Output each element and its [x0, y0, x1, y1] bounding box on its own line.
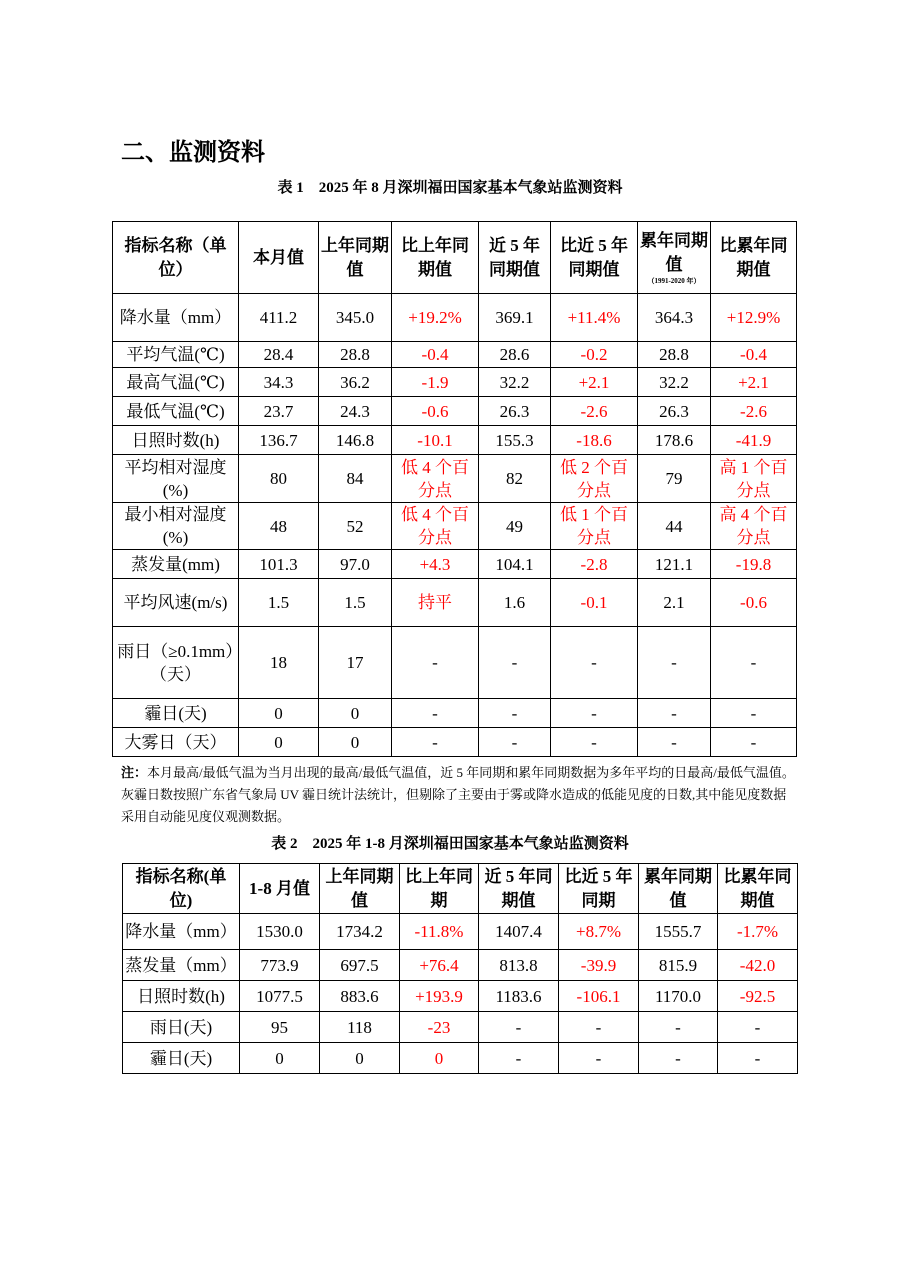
table-cell: 97.0	[319, 550, 392, 579]
table-cell: 1.5	[319, 579, 392, 627]
table2	[122, 863, 798, 1074]
table2-header: 上年同期值	[320, 864, 400, 914]
row-label: 霾日(天)	[113, 699, 239, 728]
row-label: 平均风速(m/s)	[113, 579, 239, 627]
table-cell: 0	[240, 1043, 320, 1074]
table-cell: 697.5	[320, 950, 400, 981]
table-cell: -	[392, 728, 479, 757]
row-label: 降水量（mm）	[113, 294, 239, 342]
table-cell: -	[711, 699, 797, 728]
table-cell: 815.9	[639, 950, 718, 981]
table2-header: 比近 5 年同期	[559, 864, 639, 914]
table-cell: -	[479, 1012, 559, 1043]
table-cell: -0.6	[392, 397, 479, 426]
table2-header: 指标名称(单位)	[123, 864, 240, 914]
table-cell: -2.6	[711, 397, 797, 426]
table-cell: 32.2	[638, 368, 711, 397]
table-cell: -	[479, 627, 551, 699]
table-cell: -	[479, 728, 551, 757]
row-label: 平均相对湿度(%)	[113, 455, 239, 503]
table-row	[113, 503, 797, 550]
table-cell: 28.4	[239, 342, 319, 368]
table2-header-row	[123, 864, 798, 914]
table-cell: 118	[320, 1012, 400, 1043]
table-cell: -0.6	[711, 579, 797, 627]
table1-header: 比近 5 年同期值	[551, 222, 638, 294]
note-text: 本月最高/最低气温为当月出现的最高/最低气温值，近 5 年同期和累年同期数据为多年平均的日最高/最低气温值。灰霾日数按照广东省气象局 UV 霾日统计法统计，但剔除了主要由于雾或降水造成的低能见度的日数,其中能见度数据采用自动能见度仪观测数据。	[121, 765, 795, 824]
table1-caption: 表 1 2025 年 8 月深圳福田国家基本气象站监测资料	[277, 180, 623, 196]
table-cell: 155.3	[479, 426, 551, 455]
table-cell: -	[711, 728, 797, 757]
table-cell: 0	[239, 728, 319, 757]
table-cell: -	[638, 699, 711, 728]
table-cell: 80	[239, 455, 319, 503]
table-row	[113, 397, 797, 426]
table-cell: -92.5	[718, 981, 798, 1012]
table-cell: +8.7%	[559, 914, 639, 950]
table-cell: -	[551, 728, 638, 757]
table-cell: +4.3	[392, 550, 479, 579]
table-cell: 持平	[392, 579, 479, 627]
row-label: 最低气温(℃)	[113, 397, 239, 426]
table-row	[123, 1012, 798, 1043]
table-note	[121, 762, 797, 828]
table-cell: 低 2 个百分点	[551, 455, 638, 503]
table-cell: 18	[239, 627, 319, 699]
table-row	[113, 579, 797, 627]
table-cell: 26.3	[638, 397, 711, 426]
section-title: 二、监测资料	[121, 138, 265, 166]
table-cell: -	[639, 1012, 718, 1043]
table-cell: 17	[319, 627, 392, 699]
table-row	[123, 914, 798, 950]
table-cell: -	[718, 1043, 798, 1074]
row-label: 最小相对湿度(%)	[113, 503, 239, 550]
table2-header: 比上年同期	[400, 864, 479, 914]
table-cell: 773.9	[240, 950, 320, 981]
table-cell: 0	[400, 1043, 479, 1074]
table-cell: 低 4 个百分点	[392, 455, 479, 503]
table-cell: 883.6	[320, 981, 400, 1012]
table-cell: 101.3	[239, 550, 319, 579]
table-cell: +76.4	[400, 950, 479, 981]
table-cell: -42.0	[718, 950, 798, 981]
table-cell: 低 4 个百分点	[392, 503, 479, 550]
table1	[112, 221, 797, 757]
table-cell: -	[559, 1043, 639, 1074]
table-cell: -	[639, 1043, 718, 1074]
row-label: 大雾日（天）	[113, 728, 239, 757]
table-cell: 813.8	[479, 950, 559, 981]
table-cell: 32.2	[479, 368, 551, 397]
table-cell: 1170.0	[639, 981, 718, 1012]
table-cell: +193.9	[400, 981, 479, 1012]
table-cell: 121.1	[638, 550, 711, 579]
table-cell: -	[718, 1012, 798, 1043]
table-cell: 1183.6	[479, 981, 559, 1012]
table-row	[113, 342, 797, 368]
table-cell: -0.2	[551, 342, 638, 368]
table-cell: +19.2%	[392, 294, 479, 342]
table-cell: 364.3	[638, 294, 711, 342]
table-cell: 1407.4	[479, 914, 559, 950]
table2-header: 近 5 年同期值	[479, 864, 559, 914]
table-cell: 28.8	[638, 342, 711, 368]
table1-header: 比累年同期值	[711, 222, 797, 294]
row-label: 蒸发量(mm)	[113, 550, 239, 579]
table-cell: 高 1 个百分点	[711, 455, 797, 503]
table-cell: 0	[320, 1043, 400, 1074]
table-cell: -1.7%	[718, 914, 798, 950]
table-cell: 0	[319, 699, 392, 728]
table-cell: -0.1	[551, 579, 638, 627]
table-cell: -	[551, 627, 638, 699]
table-row	[113, 426, 797, 455]
table-cell: 84	[319, 455, 392, 503]
table1-header: 指标名称（单位）	[113, 222, 239, 294]
table-cell: -11.8%	[400, 914, 479, 950]
table-cell: -19.8	[711, 550, 797, 579]
table1-header-accum	[638, 222, 711, 294]
table-cell: 24.3	[319, 397, 392, 426]
table-cell: -39.9	[559, 950, 639, 981]
table-cell: -23	[400, 1012, 479, 1043]
table2-caption: 表 2 2025 年 1-8 月深圳福田国家基本气象站监测资料	[271, 836, 629, 852]
table-cell: -1.9	[392, 368, 479, 397]
table1-header: 比上年同期值	[392, 222, 479, 294]
table-cell: -0.4	[392, 342, 479, 368]
row-label: 平均气温(℃)	[113, 342, 239, 368]
table-cell: 345.0	[319, 294, 392, 342]
row-label: 雨日（≥0.1mm）（天）	[113, 627, 239, 699]
table-cell: -41.9	[711, 426, 797, 455]
table-row	[113, 728, 797, 757]
table-cell: 104.1	[479, 550, 551, 579]
table-cell: -0.4	[711, 342, 797, 368]
table-cell: -18.6	[551, 426, 638, 455]
table2-header: 1-8 月值	[240, 864, 320, 914]
table-cell: 1077.5	[240, 981, 320, 1012]
table-cell: 82	[479, 455, 551, 503]
table-cell: 1530.0	[240, 914, 320, 950]
table-cell: -	[479, 699, 551, 728]
table2-header: 比累年同期值	[718, 864, 798, 914]
table-cell: 146.8	[319, 426, 392, 455]
table1-header: 本月值	[239, 222, 319, 294]
row-label: 日照时数(h)	[113, 426, 239, 455]
table-cell: 1734.2	[320, 914, 400, 950]
table-cell: -	[638, 627, 711, 699]
table-cell: +11.4%	[551, 294, 638, 342]
table-cell: 136.7	[239, 426, 319, 455]
table-row	[113, 294, 797, 342]
table1-header-row	[113, 222, 797, 294]
table1-header-label: 累年同期值	[640, 231, 708, 274]
table-cell: 0	[319, 728, 392, 757]
note-label: 注：	[121, 765, 148, 780]
table-cell: +12.9%	[711, 294, 797, 342]
table-cell: 49	[479, 503, 551, 550]
table-cell: 26.3	[479, 397, 551, 426]
table-cell: 36.2	[319, 368, 392, 397]
table1-header: 上年同期值	[319, 222, 392, 294]
table-cell: -	[479, 1043, 559, 1074]
table-cell: -	[711, 627, 797, 699]
table-cell: +2.1	[551, 368, 638, 397]
table1-header: 近 5 年同期值	[479, 222, 551, 294]
table-row	[113, 368, 797, 397]
table-row	[123, 1043, 798, 1074]
table-row	[113, 699, 797, 728]
table-cell: -10.1	[392, 426, 479, 455]
table-cell: -106.1	[559, 981, 639, 1012]
row-label: 降水量（mm）	[123, 914, 240, 950]
row-label: 雨日(天)	[123, 1012, 240, 1043]
table-cell: 411.2	[239, 294, 319, 342]
table-cell: 52	[319, 503, 392, 550]
table-cell: -	[551, 699, 638, 728]
table-row	[113, 455, 797, 503]
table-cell: 34.3	[239, 368, 319, 397]
table-cell: -	[392, 699, 479, 728]
table-cell: -	[638, 728, 711, 757]
table1-header-sub: （1991-2020 年）	[647, 277, 701, 285]
table-cell: 48	[239, 503, 319, 550]
table-cell: 369.1	[479, 294, 551, 342]
table-row	[123, 981, 798, 1012]
table-cell: 95	[240, 1012, 320, 1043]
table-cell: -2.6	[551, 397, 638, 426]
table-row	[113, 550, 797, 579]
table-cell: -	[559, 1012, 639, 1043]
table-row	[123, 950, 798, 981]
table-cell: 低 1 个百分点	[551, 503, 638, 550]
table-cell: +2.1	[711, 368, 797, 397]
row-label: 霾日(天)	[123, 1043, 240, 1074]
table-cell: 23.7	[239, 397, 319, 426]
table-cell: -2.8	[551, 550, 638, 579]
table-cell: -	[392, 627, 479, 699]
table-cell: 1555.7	[639, 914, 718, 950]
row-label: 蒸发量（mm）	[123, 950, 240, 981]
table-cell: 178.6	[638, 426, 711, 455]
table-cell: 1.5	[239, 579, 319, 627]
table-cell: 0	[239, 699, 319, 728]
table-cell: 28.8	[319, 342, 392, 368]
table-cell: 28.6	[479, 342, 551, 368]
table-cell: 2.1	[638, 579, 711, 627]
table-cell: 高 4 个百分点	[711, 503, 797, 550]
table2-header: 累年同期值	[639, 864, 718, 914]
table-cell: 79	[638, 455, 711, 503]
table-cell: 1.6	[479, 579, 551, 627]
table-cell: 44	[638, 503, 711, 550]
row-label: 日照时数(h)	[123, 981, 240, 1012]
row-label: 最高气温(℃)	[113, 368, 239, 397]
table-row	[113, 627, 797, 699]
